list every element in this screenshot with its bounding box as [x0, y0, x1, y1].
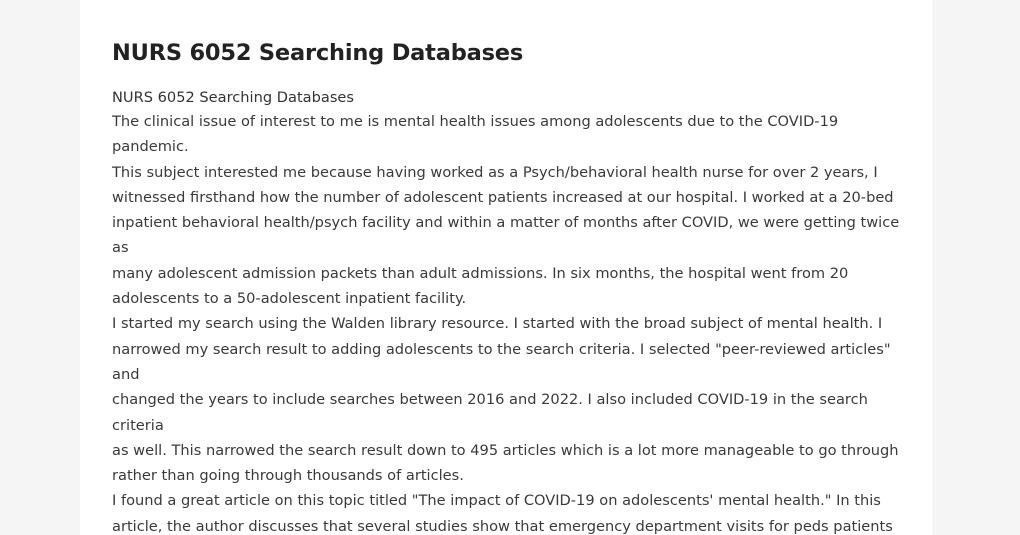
- article-page: [80, 0, 932, 535]
- paragraph-search-process: I started my search using the Walden library resource. I started with the broad subject of mental health. I narrowed my search result to adding adolescents to the search criteria. I selected "peer-reviewed articles" and changed the years to include searches between 2016 and 2022. I also included COVID-19 in the search criteria as well. This narrowed the search result down to 495 articles which is a lot more manageable to go through rather than going through thousands of articles.: [112, 315, 899, 485]
- page-title: NURS 6052 Searching Databases: [112, 40, 524, 66]
- paragraph-article-found: I found a great article on this topic titled "The impact of COVID-19 on adolescents' mental health." In this article, the author discusses that several studies show that emergency department visits for peds patients: [112, 492, 893, 535]
- article-subtitle: NURS 6052 Searching Databases: [112, 89, 355, 106]
- article-content: [112, 38, 902, 535]
- paragraph-clinical-issue: The clinical issue of interest to me is mental health issues among adolescents due to the COVID-19 pandemic. This subject interested me because having worked as a Psych/behavioral health nurse for over 2 years, I witnessed firsthand how the number of adolescent patients increased at our hospital. I worked at a 20-bed inpatient behavioral health/psych facility and within a matter of months after COVID, we were getting twice as many adolescent admission packets than adult admissions. In six months, the hospital went from 20 adolescents to a 50-adolescent inpatient facility.: [112, 113, 900, 308]
